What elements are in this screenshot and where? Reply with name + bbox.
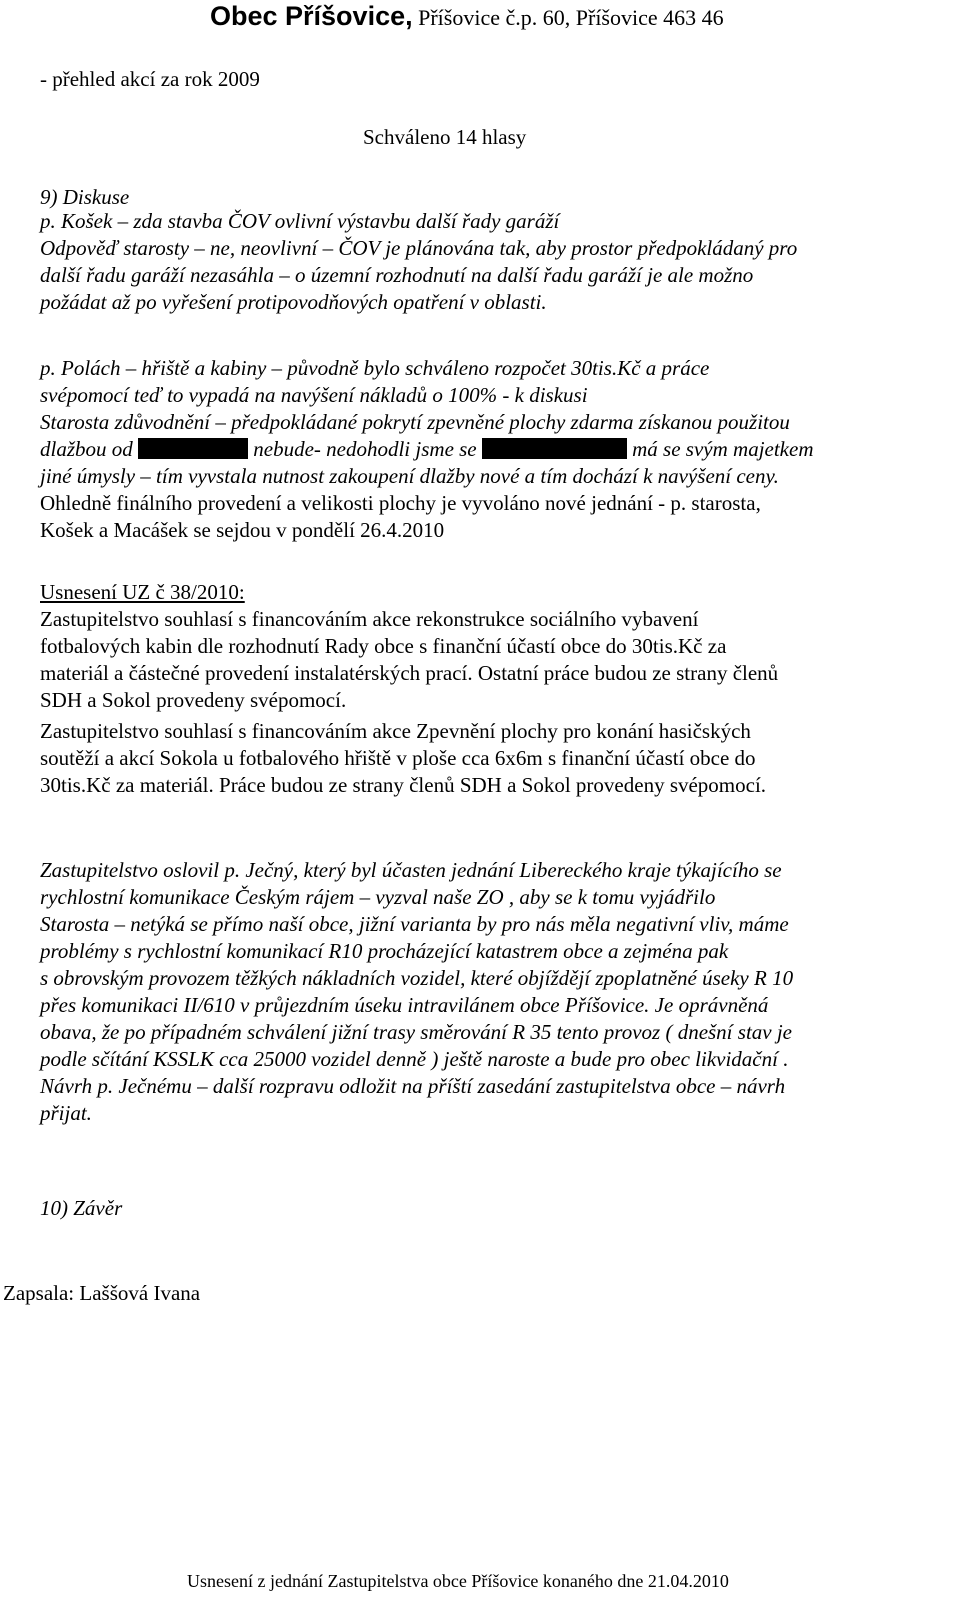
text-line: Zastupitelstvo souhlasí s financováním akce rekonstrukce sociálního vybavení — [40, 607, 699, 631]
text-line: 30tis.Kč za materiál. Práce budou ze strany členů SDH a Sokol provedeny svépomocí. — [40, 773, 767, 797]
redaction-block — [482, 438, 627, 459]
text-line: svépomocí teď to vypadá na navýšení nákladů o 100% - k diskusi — [40, 383, 588, 407]
municipality-name: Obec Příšovice, — [210, 1, 413, 31]
text-line: s obrovským provozem těžkých nákladních vozidel, které objíždějí zpoplatněné úseky R 10 — [40, 966, 794, 990]
approval-count: Schváleno 14 hlasy — [363, 125, 527, 149]
section-10-title: 10) Závěr — [40, 1196, 123, 1220]
text-line: Starosta zdůvodnění – předpokládané pokrytí zpevněné plochy zdarma získanou použitou — [40, 410, 790, 434]
text-line: přijat. — [40, 1101, 92, 1125]
recorder-line: Zapsala: Laššová Ivana — [3, 1281, 201, 1305]
text-line: další řadu garáží nezasáhla – o územní rozhodnutí na další řadu garáží je ale možno — [40, 263, 754, 287]
text-line: obava, že po případném schválení jižní trasy směrování R 35 tento provoz ( dnešní stav je — [40, 1020, 793, 1044]
text-line: rychlostní komunikace Českým rájem – vyzval naše ZO , aby se k tomu vyjádřilo — [40, 885, 716, 909]
text-line: požádat až po vyřešení protipovodňových opatření v oblasti. — [40, 290, 547, 314]
kosek-discussion — [40, 208, 930, 316]
text-line: přes komunikaci II/610 v průjezdním úseku intravilánem obce Příšovice. Je oprávněná — [40, 993, 769, 1017]
text-line: Zastupitelstvo oslovil p. Ječný, který byl účasten jednání Libereckého kraje týkajícího se — [40, 858, 782, 882]
document-header — [210, 0, 724, 34]
text-line: Zastupitelstvo souhlasí s financováním akce Zpevnění plochy pro konání hasičských — [40, 719, 751, 743]
redaction-block — [138, 438, 248, 459]
text-line: materiál a částečné provedení instalatérských prací. Ostatní práce budou ze strany členů — [40, 661, 779, 685]
text-line: Košek a Macášek se sejdou v pondělí 26.4.2010 — [40, 518, 445, 542]
resolution-paragraph-1 — [40, 606, 930, 714]
text-line: Starosta – netýká se přímo naší obce, jižní varianta by pro nás měla negativní vliv, máme — [40, 912, 789, 936]
page-footer: Usnesení z jednání Zastupitelstva obce Příšovice konaného dne 21.04.2010 — [187, 1571, 729, 1591]
jecny-discussion — [40, 857, 930, 1127]
text-line: Odpověď starosty – ne, neovlivní – ČOV je plánována tak, aby prostor předpokládaný pro — [40, 236, 798, 260]
resolution-paragraph-2 — [40, 718, 930, 799]
text-line-redacted: dlažbou od nebude- nedohodli jsme se má se svým majetkem — [40, 437, 814, 461]
text-line: Ohledně finálního provedení a velikosti plochy je vyvoláno nové jednání - p. starosta, — [40, 491, 761, 515]
text-line: SDH a Sokol provedeny svépomocí. — [40, 688, 347, 712]
polach-discussion — [40, 355, 930, 490]
text-line: fotbalových kabin dle rozhodnutí Rady obce s finanční účastí obce do 30tis.Kč za — [40, 634, 727, 658]
text-line: jiné úmysly – tím vyvstala nutnost zakoupení dlažby nové a tím dochází k navýšení ceny. — [40, 464, 779, 488]
text-line: podle sčítání KSSLK cca 25000 vozidel denně ) ještě naroste a bude pro obec likvidační . — [40, 1047, 789, 1071]
text-line: soutěží a akcí Sokola u fotbalového hřiště v ploše cca 6x6m s finanční účastí obce do — [40, 746, 756, 770]
polach-followup — [40, 490, 930, 544]
text-line: p. Košek – zda stavba ČOV ovlivní výstavbu další řady garáží — [40, 209, 560, 233]
text-line: problémy s rychlostní komunikací R10 procházející katastrem obce a zejména pak — [40, 939, 729, 963]
section-9-title: 9) Diskuse — [40, 185, 130, 209]
municipality-address: Příšovice č.p. 60, Příšovice 463 46 — [412, 5, 724, 30]
text-line: p. Polách – hřiště a kabiny – původně bylo schváleno rozpočet 30tis.Kč a práce — [40, 356, 710, 380]
overview-line: - přehled akcí za rok 2009 — [40, 67, 260, 91]
text-line: Návrh p. Ječnému – další rozpravu odložit na příští zasedání zastupitelstva obce – návrh — [40, 1074, 786, 1098]
resolution-title: Usnesení UZ č 38/2010: — [40, 580, 245, 604]
